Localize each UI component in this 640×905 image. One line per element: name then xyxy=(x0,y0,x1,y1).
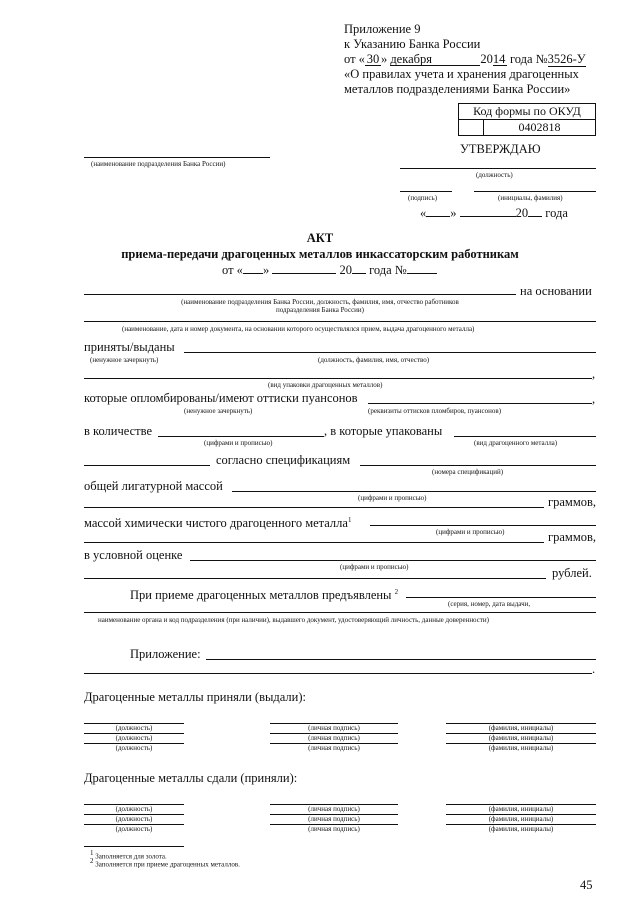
signature-caption: (личная подпись) xyxy=(308,825,360,833)
position-caption: (должность) xyxy=(115,815,153,823)
pack-caption: (вид упаковки драгоценных металлов) xyxy=(268,381,383,389)
issuer-caption: наименование органа и код подразделения (при наличии), выдавшего документ, удостоверяющий личность, данные доверенности) xyxy=(98,616,489,624)
name-caption: (фамилия, инициалы) xyxy=(488,724,554,732)
appendix-year-suffix: 14 xyxy=(492,52,506,66)
ligature-line-2 xyxy=(84,507,544,508)
seal-line xyxy=(368,403,592,404)
name-caption: (фамилия, инициалы) xyxy=(488,744,554,752)
position-caption: (должность) xyxy=(115,805,153,813)
signature-caption: (личная подпись) xyxy=(308,805,360,813)
presented-text xyxy=(130,585,398,602)
approve-date xyxy=(420,205,568,220)
sealed-text: которые опломбированы/имеют оттиски пуансонов xyxy=(84,391,358,405)
footnote-2-text: Заполняется при приеме драгоценных металлов. xyxy=(95,860,240,869)
rubles-text: рублей. xyxy=(552,566,592,580)
document-line xyxy=(84,321,596,322)
approve-date-open: « xyxy=(420,206,427,220)
valuation-caption: (цифрами и прописью) xyxy=(340,563,409,571)
page-number: 45 xyxy=(580,878,593,892)
pure-mass-text xyxy=(84,513,351,530)
okud-code: 0402818 xyxy=(483,120,595,135)
approve-position-line xyxy=(400,168,596,169)
spec-caption: (номера спецификаций) xyxy=(432,468,504,476)
approve-title: УТВЕРЖДАЮ xyxy=(460,142,541,156)
appendix-line-5: металлов подразделениями Банка России» xyxy=(344,82,571,96)
received-title: Драгоценные металлы приняли (выдали): xyxy=(84,690,306,704)
act-date-century: 20 xyxy=(339,263,352,277)
footnote-2-number: 2 xyxy=(90,857,94,865)
metal-kind-line xyxy=(454,436,596,437)
document-caption: (наименование, дата и номер документа, на основании которого осуществлялся прием, выдача драгоценного металла) xyxy=(122,325,475,333)
approve-signature-line xyxy=(400,191,452,192)
act-date xyxy=(222,262,437,277)
pure-mass-line-1 xyxy=(370,525,596,526)
quantity-text: в количестве xyxy=(84,424,153,438)
act-date-open: от « xyxy=(222,263,243,277)
sealed-cross-caption: (ненужное зачеркнуть) xyxy=(184,407,253,415)
appendix-date-open: от « xyxy=(344,52,365,66)
series-caption: (серия, номер, дата выдачи, xyxy=(448,600,531,608)
attachment-line-1 xyxy=(206,659,596,660)
appendix-line-3 xyxy=(344,52,586,67)
pure-mass-caption: (цифрами и прописью) xyxy=(436,528,505,536)
signature-caption: (личная подпись) xyxy=(308,724,360,732)
appendix-number: 3526-У xyxy=(547,52,586,66)
signature-caption: (личная подпись) xyxy=(308,744,360,752)
attachment-dot: . xyxy=(592,662,596,676)
signature-caption: (личная подпись) xyxy=(308,815,360,823)
appendix-month: декабря xyxy=(390,53,480,66)
pure-mass-line-2 xyxy=(84,542,544,543)
ligature-caption: (цифрами и прописью) xyxy=(358,494,427,502)
approve-year-word: года xyxy=(545,206,568,220)
division-staff-caption: (наименование подразделения Банка России, должность, фамилия, имя, отчество работников xyxy=(181,298,459,306)
quantity-line xyxy=(158,436,324,437)
on-basis-text: на основании xyxy=(520,284,592,298)
metal-kind-caption: (вид драгоценного металла) xyxy=(474,439,558,447)
spec-pre-line xyxy=(84,465,210,466)
approve-name-caption: (инициалы, фамилия) xyxy=(498,194,563,202)
ligature-text: общей лигатурной массой xyxy=(84,479,223,493)
appendix-line-1: Приложение 9 xyxy=(344,22,421,36)
grams-1: граммов, xyxy=(548,495,597,509)
act-date-close: » xyxy=(262,263,270,277)
name-caption: (фамилия, инициалы) xyxy=(488,734,554,742)
valuation-line-2 xyxy=(84,578,546,579)
approve-signature-caption: (подпись) xyxy=(408,194,438,202)
division-caption: (наименование подразделения Банка России) xyxy=(91,160,226,168)
packed-text: , в которые упакованы xyxy=(324,424,443,438)
act-year-word: года № xyxy=(369,263,407,277)
approve-position-caption: (должность) xyxy=(476,171,513,179)
basis-line xyxy=(84,294,516,295)
appendix-line-4: «О правилах учета и хранения драгоценных xyxy=(344,67,579,81)
pure-mass-label: массой химически чистого драгоценного металла xyxy=(84,516,348,531)
seal-caption: (реквизиты оттисков пломбиров, пуансонов) xyxy=(368,407,502,415)
accepted-person-caption: (должность, фамилия, имя, отчество) xyxy=(318,356,430,364)
footnote-ref-2: 2 xyxy=(394,588,399,596)
attachment-line-2 xyxy=(84,673,592,674)
quantity-caption: (цифрами и прописью) xyxy=(204,439,273,447)
footnote-2 xyxy=(90,857,240,868)
ligature-line-1 xyxy=(232,491,596,492)
act-title: АКТ xyxy=(306,231,334,245)
grams-2: граммов, xyxy=(548,530,597,544)
appendix-date-close: » xyxy=(380,52,388,66)
appendix-day: 30 xyxy=(366,52,380,66)
pack-line xyxy=(84,378,592,379)
position-caption: (должность) xyxy=(115,825,153,833)
valuation-line-1 xyxy=(190,560,596,561)
issuer-line xyxy=(84,612,596,613)
signature-caption: (личная подпись) xyxy=(308,734,360,742)
position-caption: (должность) xyxy=(115,734,153,742)
act-subtitle: приема-передачи драгоценных металлов инкассаторским работникам xyxy=(121,247,519,261)
accepted-cross-caption: (ненужное зачеркнуть) xyxy=(90,356,159,364)
appendix-line-2: к Указанию Банка России xyxy=(344,37,481,51)
approve-date-close: » xyxy=(450,206,457,220)
approve-date-century: 20 xyxy=(515,206,529,220)
footnote-separator xyxy=(84,846,184,847)
accepted-text: приняты/выданы xyxy=(84,340,175,354)
appendix-year-word: года № xyxy=(509,52,548,66)
okud-label: Код формы по ОКУД xyxy=(459,104,595,120)
name-caption: (фамилия, инициалы) xyxy=(488,825,554,833)
name-caption: (фамилия, инициалы) xyxy=(488,815,554,823)
division-line xyxy=(84,157,270,158)
footnote-1-text: Заполняется для золота. xyxy=(95,852,167,861)
appendix-year-prefix: 20 xyxy=(480,52,493,66)
position-caption: (должность) xyxy=(115,724,153,732)
handed-title: Драгоценные металлы сдали (приняли): xyxy=(84,771,298,785)
name-caption: (фамилия, инициалы) xyxy=(488,805,554,813)
attachment-text: Приложение: xyxy=(130,647,201,661)
pack-comma: , xyxy=(592,367,596,381)
division-staff-caption-2: подразделения Банка России) xyxy=(275,306,365,314)
accepted-person-line xyxy=(184,352,596,353)
seal-comma: , xyxy=(592,392,596,406)
footnote-ref-1: 1 xyxy=(347,516,352,524)
presented-line xyxy=(406,597,596,598)
spec-line xyxy=(360,465,596,466)
spec-text: согласно спецификациям xyxy=(216,453,351,467)
position-caption: (должность) xyxy=(115,744,153,752)
approve-name-line xyxy=(474,191,596,192)
okud-box xyxy=(458,103,596,136)
footnote-1-number: 1 xyxy=(90,849,94,857)
valuation-text: в условной оценке xyxy=(84,548,183,562)
presented-label: При приеме драгоценных металлов предъявлены xyxy=(130,588,392,603)
